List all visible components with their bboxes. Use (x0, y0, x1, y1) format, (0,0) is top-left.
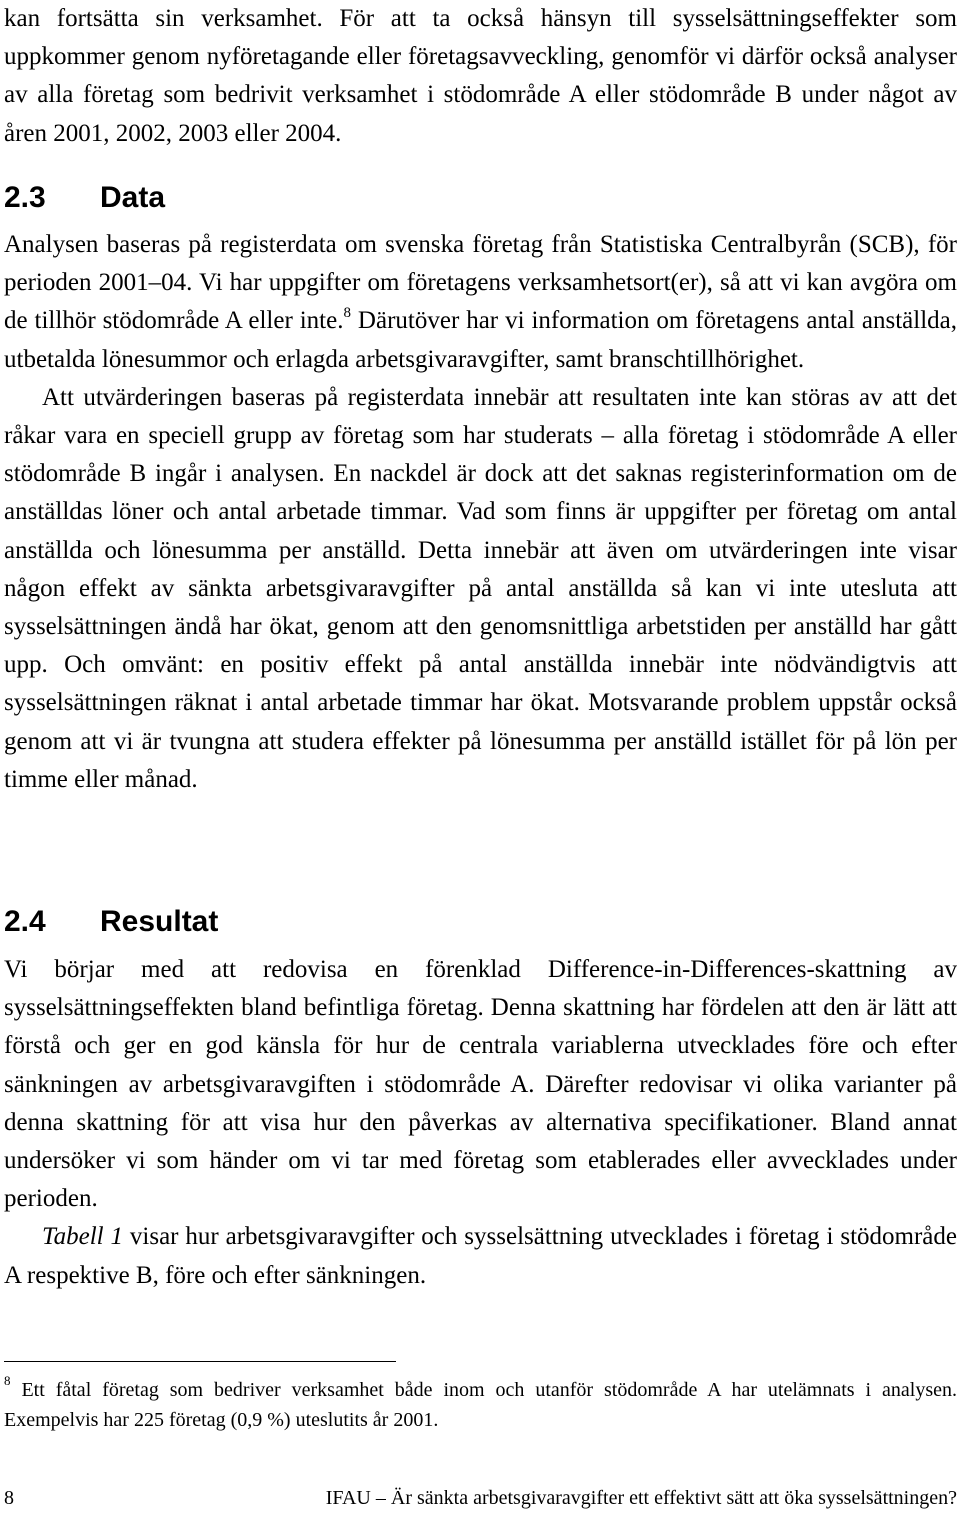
results-paragraph-2-text: visar hur arbetsgivaravgifter och sysselsättning utvecklades i företag i stödområde A respektive B, före och efter sänkningen. (4, 1223, 957, 1289)
section-title: Data (100, 181, 166, 214)
footer-title: IFAU – Är sänkta arbetsgivaravgifter ett effektivt sätt att öka sysselsättningen? (325, 1487, 957, 1509)
data-paragraph-1 (4, 226, 957, 379)
footnote-text: Ett fåtal företag som bedriver verksamhet både inom och utanför stödområde A har utelämnats i analysen. Exempelvis har 225 företag (0,9 %) uteslutits år 2001. (4, 1379, 957, 1431)
data-paragraph-1-text: Analysen baseras på registerdata om svenska företag från Statistiska Centralbyrån (SCB), för perioden 2001–04. Vi har uppgifter om företagens verksamhetsort(er), så att vi kan avgöra om de tillhör stödområde A eller inte. (4, 231, 957, 335)
footnote-divider (4, 1361, 396, 1362)
data-paragraph-1-text-cont: Därutöver har vi information om företagens antal anställda, utbetalda lönesummor och erlagda arbetsgivaravgifter, samt branschtillhörighet. (4, 307, 957, 373)
results-paragraph-1: Vi börjar med att redovisa en förenklad Difference-in-Differences-skattning av sysselsättningseffekten bland befintliga företag. Denna skattning har fördelen att den är lätt att förstå och ger en god känsla för hur de centrala variablerna utvecklades före och efter sänkningen av arbetsgivaravgiften i stödområde A. Därefter redovisar vi olika varianter på denna skattning för att visa hur den påverkas av alternativa specifikationer. Bland annat undersöker vi som händer om vi tar med företag som etablerades eller avvecklades under perioden. (4, 956, 957, 1213)
section-number: 2.4 (4, 905, 46, 938)
intro-paragraph: kan fortsätta sin verksamhet. För att ta också hänsyn till sysselsättningseffekter som uppkommer genom nyföretagande eller företagsavveckling, genomför vi därför också analyser av alla företag som bedrivit verksamhet i stödområde A eller stödområde B under något av åren 2001, 2002, 2003 eller 2004. (4, 5, 957, 147)
section-results-body (4, 951, 957, 1295)
results-paragraph-2 (4, 1218, 957, 1294)
footnote-reference[interactable]: 8 (343, 305, 351, 322)
section-number: 2.3 (4, 181, 46, 214)
table-reference[interactable]: Tabell 1 (42, 1223, 123, 1251)
footnote-marker: 8 (4, 1373, 11, 1389)
section-data-body (4, 226, 957, 799)
section-heading-data (4, 178, 165, 218)
section-title: Resultat (100, 905, 219, 938)
section-heading-results (4, 902, 218, 942)
data-paragraph-2: Att utvärderingen baseras på registerdata innebär att resultaten inte kan störas av att det råkar vara en speciell grupp av företag som har studerats – alla företag i stödområde A eller stödområde B ingår i analysen. En nackdel är dock att det saknas registerinformation om de anställdas löner och antal arbetade timmar. Vad som finns är uppgifter per företag om antal anställda och lönesumma per anställd. Detta innebär att även om utvärderingen inte visar någon effekt av sänkta arbetsgivaravgifter på antal anställda så kan vi inte utesluta att sysselsättningen ändå har ökat, genom att den genomsnittliga arbetstiden per anställd har gått upp. Och omvänt: en positiv effekt på antal anställda innebär inte nödvändigtvis att sysselsättningen räknat i antal arbetade timmar har ökat. Motsvarande problem uppstår också genom att vi är tvungna att studera effekter på lönesumma per anställd istället för på lön per timme eller månad. (4, 383, 957, 793)
footnote (4, 1375, 957, 1435)
page-number: 8 (4, 1487, 14, 1509)
